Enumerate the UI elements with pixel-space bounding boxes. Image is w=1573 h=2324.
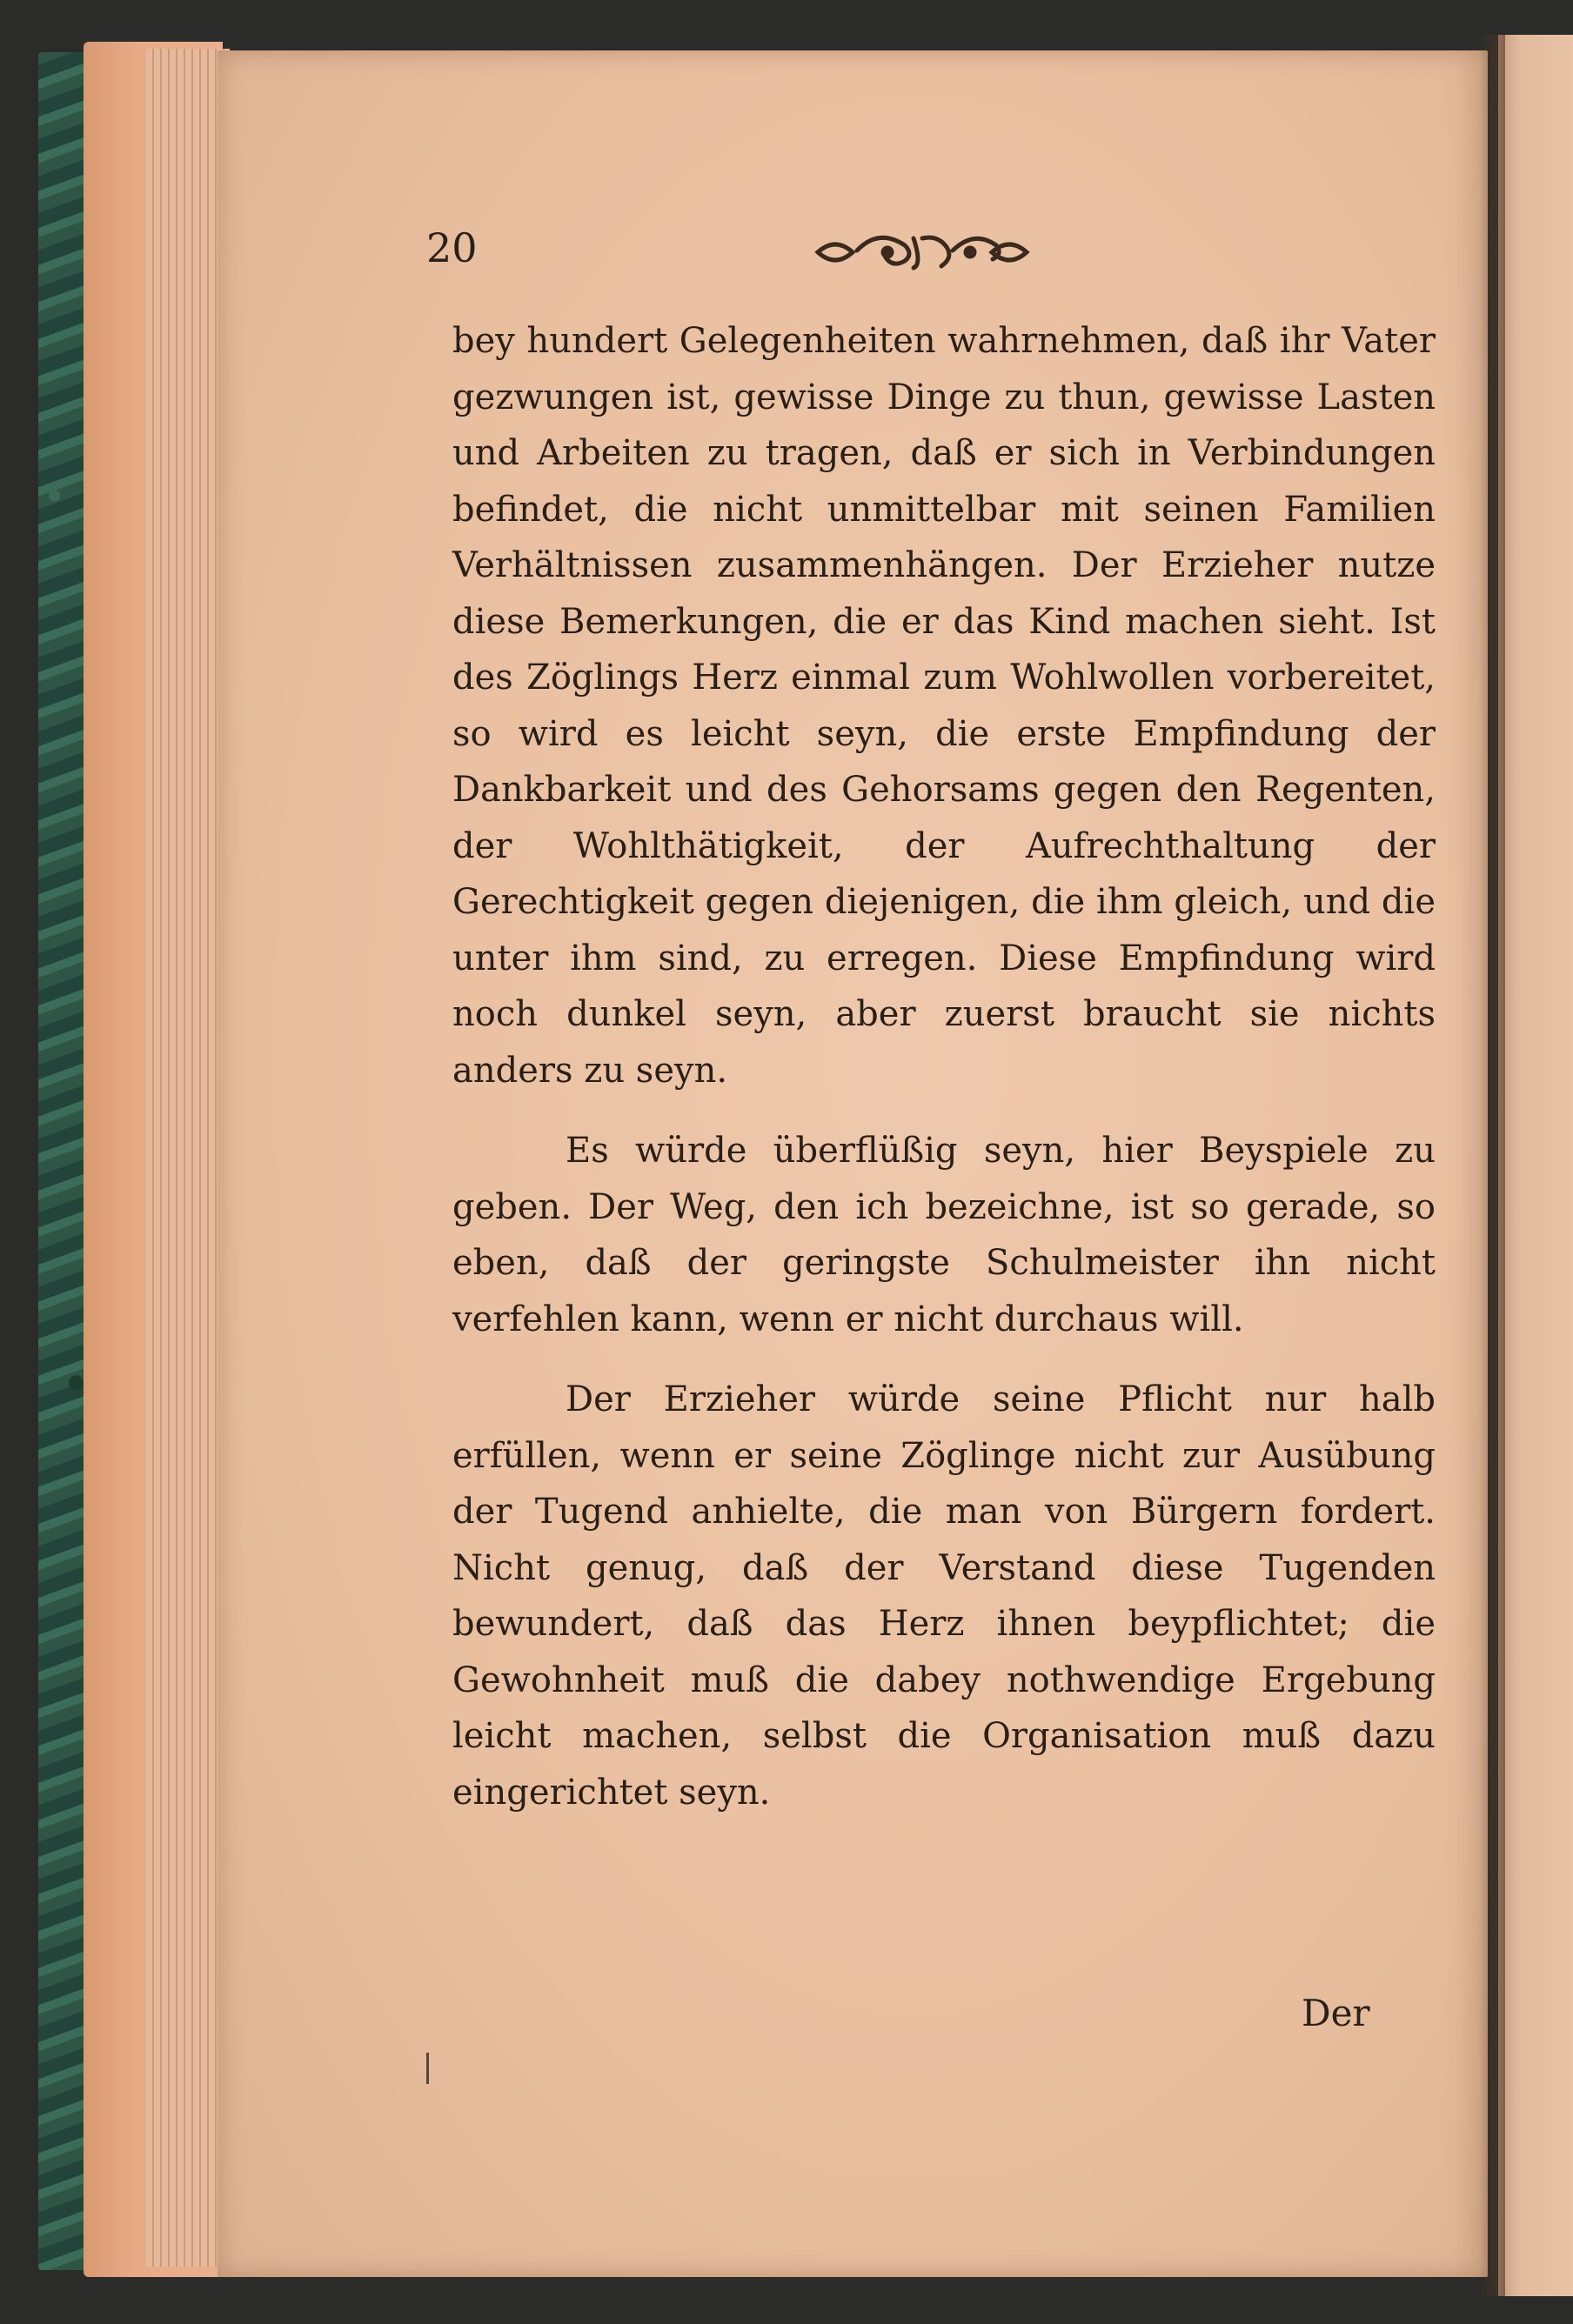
gutter-shadow: [1479, 35, 1505, 2296]
catchword: Der: [1302, 1992, 1370, 2034]
facing-page-edge: [1498, 35, 1573, 2296]
paragraph-3: [452, 1372, 1436, 1820]
paragraph-3-text: Der Erzieher würde seine Pflicht nur halb erfüllen, wenn er seine Zöglinge nicht zur Ausübung der Tugend anhielte, die man von Bürgern fordert. Nicht genug, daß der Verstand diese Tugenden bewundert, daß das Herz ihnen beypflichtet; die Gewohnheit muß die dabey nothwendige Ergebung leicht machen, selbst die Organisation muß dazu eingerichtet seyn.: [452, 1379, 1436, 1813]
ornament-icon: [809, 226, 1035, 275]
page-header: [426, 224, 1053, 285]
paragraph-2-text: Es würde überflüßig seyn, hier Beyspiele zu geben. Der Weg, den ich bezeichne, ist so gerade, so eben, daß der geringste Schulmeister ihn nicht verfehlen kann, wenn er nicht durchaus will.: [452, 1131, 1436, 1339]
page-number: 20: [426, 224, 478, 271]
paragraph-1: bey hundert Gelegenheiten wahrnehmen, daß ihr Vater gezwungen ist, gewisse Dinge zu thun, gewisse Lasten und Arbeiten zu tragen, daß er sich in Verbindungen befindet, die nicht unmittelbar mit seinen Familien Verhältnissen zusammenhängen. Der Erzieher nutze diese Bemerkungen, die er das Kind machen sieht. Ist des Zöglings Herz einmal zum Wohlwollen vorbereitet, so wird es leicht seyn, die erste Empfindung der Dankbarkeit und des Gehorsams gegen den Regenten, der Wohlthätigkeit, der Aufrechthaltung der Gerechtigkeit gegen diejenigen, die ihm gleich, und die unter ihm sind, zu erregen. Diese Empfindung wird noch dunkel seyn, aber zuerst braucht sie nichts anders zu seyn.: [452, 321, 1436, 1091]
paragraph-2: [452, 1123, 1436, 1347]
stray-mark: [426, 2053, 429, 2084]
body-text: [452, 313, 1436, 1820]
